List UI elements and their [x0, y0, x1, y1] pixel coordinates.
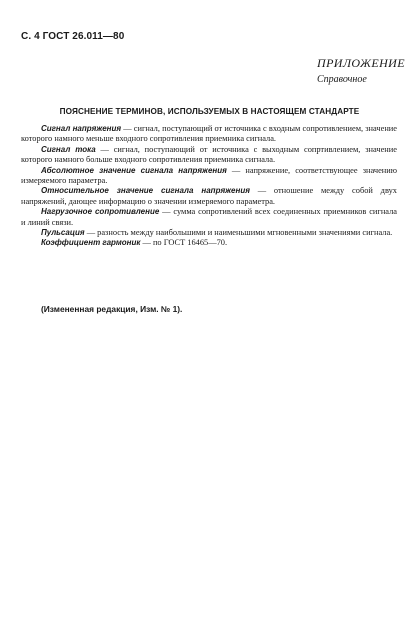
term-definition: — по ГОСТ 16465—70.: [140, 238, 228, 248]
term-definition: — отношение между собой двух напряжений, дающее информацию о значении измеряемого параметра.: [21, 186, 397, 206]
term-name: Пульсация: [41, 228, 85, 238]
term-name: Сигнал напряжения: [41, 124, 122, 133]
section-heading: ПОЯСНЕНИЕ ТЕРМИНОВ, ИСПОЛЬЗУЕМЫХ В НАСТОЯЩЕМ СТАНДАРТЕ: [59, 107, 360, 116]
term-signal-voltage: [21, 124, 397, 145]
appendix-block: [317, 56, 405, 86]
terms-list: [21, 124, 397, 249]
appendix-subtitle: Справочное: [317, 74, 367, 85]
page-header: С. 4 ГОСТ 26.011—80: [21, 31, 125, 42]
term-signal-current: [21, 145, 397, 166]
term-definition: — напряжение, соответствующее значению измеряемого параметра.: [21, 165, 398, 186]
term-name: Сигнал тока: [41, 144, 96, 154]
amendment-note: (Измененная редакция, Изм. № 1).: [41, 304, 183, 314]
term-absolute-voltage: [21, 166, 397, 187]
term-name: Коэффициент гармоник: [41, 238, 141, 248]
term-definition: — сигнал, поступающий от источника с входным сопротивлением, значение которого намного меньше входного сопротивления приемника сигнала.: [21, 124, 398, 144]
term-definition: — сумма сопротивлений всех соединенных приемников сигнала и линий связи.: [21, 207, 397, 227]
term-harmonic-coefficient: [21, 238, 397, 248]
term-load-resistance: [21, 207, 397, 228]
term-name: Нагрузочное сопротивление: [41, 207, 160, 217]
term-ripple: [21, 228, 397, 238]
appendix-title: ПРИЛОЖЕНИЕ: [317, 56, 405, 70]
term-definition: — сигнал, поступающий от источника с выходным сопртивлением, значение которого намного больше входного сопротивления приемника сигнала.: [21, 144, 397, 165]
term-relative-voltage: [21, 186, 397, 207]
term-name: Относительное значение сигнала напряжения: [41, 186, 250, 196]
term-name: Абсолютное значение сигнала напряжения: [41, 165, 227, 175]
term-definition: — разность между наибольшими и наименьшими мгновенными значениями сигнала.: [84, 228, 393, 238]
